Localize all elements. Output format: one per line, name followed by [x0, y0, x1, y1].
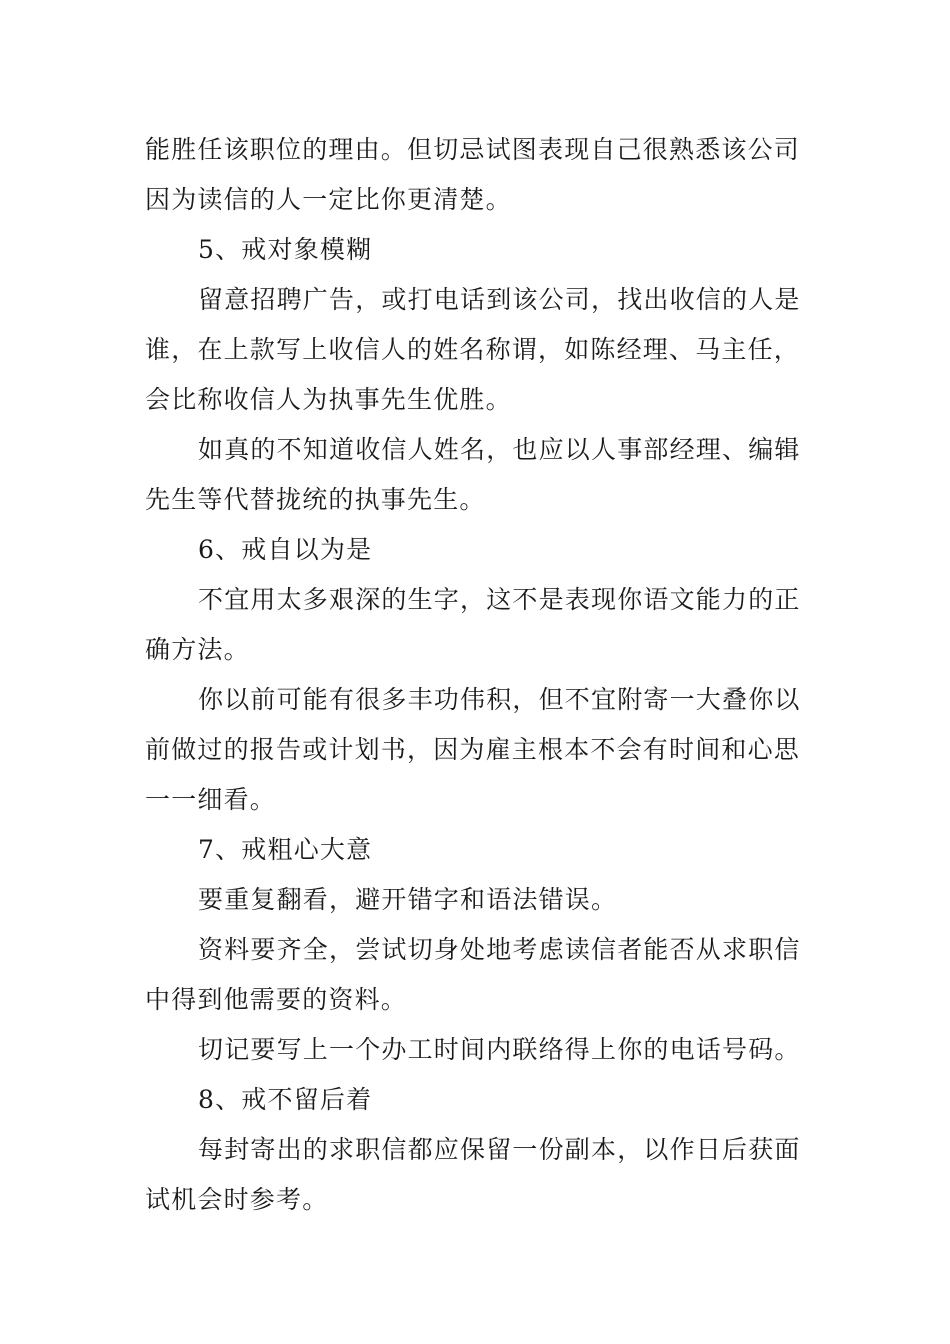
- paragraph-line: 谁，在上款写上收信人的姓名称谓，如陈经理、马主任，: [145, 335, 801, 364]
- paragraph-line: 先生等代替拢统的执事先生。: [145, 485, 486, 514]
- paragraph-line: 每封寄出的求职信都应保留一份副本，以作日后获面: [198, 1135, 801, 1164]
- section-heading: 5、戒对象模糊: [198, 235, 373, 264]
- section-heading: 8、戒不留后着: [198, 1085, 373, 1114]
- section-heading: 6、戒自以为是: [198, 535, 373, 564]
- paragraph-line: 能胜任该职位的理由。但切忌试图表现自己很熟悉该公司: [145, 135, 801, 164]
- paragraph-line: 试机会时参考。: [145, 1185, 329, 1214]
- paragraph-line: 你以前可能有很多丰功伟积，但不宜附寄一大叠你以: [198, 685, 801, 714]
- paragraph-line: 资料要齐全，尝试切身处地考虑读信者能否从求职信: [198, 935, 801, 964]
- paragraph-line: 会比称收信人为执事先生优胜。: [145, 385, 512, 414]
- paragraph-line: 中得到他需要的资料。: [145, 985, 408, 1014]
- paragraph-line: 留意招聘广告，或打电话到该公司，找出收信的人是: [198, 285, 801, 314]
- paragraph-line: 不宜用太多艰深的生字，这不是表现你语文能力的正: [198, 585, 801, 614]
- paragraph-line: 前做过的报告或计划书，因为雇主根本不会有时间和心思: [145, 735, 801, 764]
- paragraph-line: 因为读信的人一定比你更清楚。: [145, 185, 512, 214]
- paragraph-line: 如真的不知道收信人姓名，也应以人事部经理、编辑: [198, 435, 801, 464]
- paragraph-line: 要重复翻看，避开错字和语法错误。: [198, 885, 618, 914]
- paragraph-line: 切记要写上一个办工时间内联络得上你的电话号码。: [198, 1035, 801, 1064]
- paragraph-line: 一一细看。: [145, 785, 277, 814]
- paragraph-line: 确方法。: [145, 635, 250, 664]
- section-heading: 7、戒粗心大意: [198, 835, 373, 864]
